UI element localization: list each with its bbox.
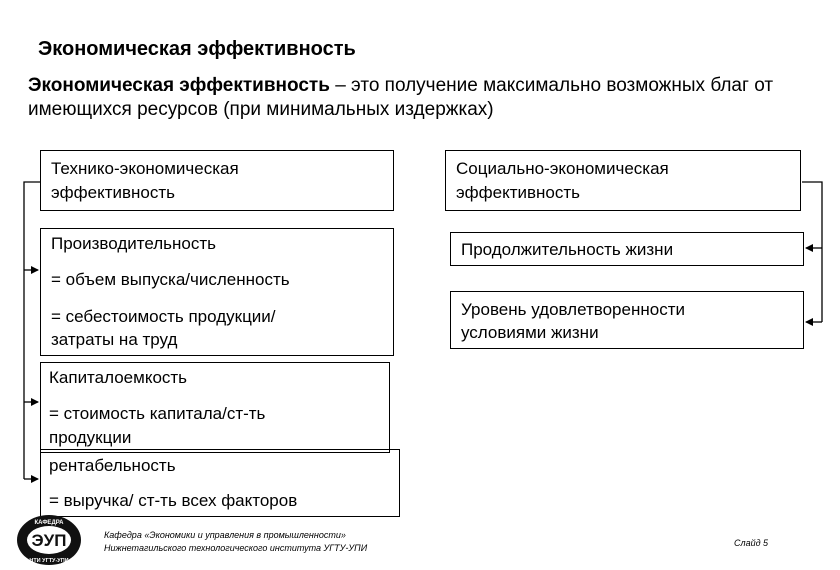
social-economic-box (445, 150, 801, 211)
right-bracket-line (802, 182, 822, 322)
left-bracket-line (24, 182, 40, 479)
technical-economic-box (40, 150, 394, 211)
logo-top-text: КАФЕДРА (34, 520, 64, 526)
definition-term: Экономическая эффективность (28, 75, 330, 96)
living-conditions-box (450, 291, 804, 349)
capital-intensity-box (40, 362, 390, 453)
slide-title: Экономическая эффективность (38, 38, 356, 60)
technical-economic-line-1: Технико-экономическая (51, 159, 239, 178)
life-expectancy-label: Продолжительность жизни (461, 240, 674, 259)
logo-center-text: ЭУП (31, 531, 67, 550)
profitability-title: рентабельность (49, 456, 176, 475)
technical-economic-line-2: эффективность (51, 183, 176, 202)
profitability-formula: = выручка/ ст-ть всех факторов (49, 491, 298, 510)
footer-department-line-2: Нижнетагильского технологического института УГТУ-УПИ (104, 543, 368, 553)
life-expectancy-box (450, 232, 804, 266)
department-logo (16, 514, 82, 566)
profitability-box (40, 449, 400, 517)
footer-department-line-1: Кафедра «Экономики и управления в промышленности» (104, 530, 346, 540)
productivity-formula-2-line-2: затраты на труд (51, 330, 178, 349)
living-conditions-line-2: условиями жизни (461, 323, 599, 342)
living-conditions-line-1: Уровень удовлетворенности (461, 300, 685, 319)
logo-bottom-text: НТИ УГТУ-УПИ (29, 558, 69, 564)
capital-intensity-formula-line-2: продукции (49, 428, 132, 447)
productivity-title: Производительность (51, 234, 217, 253)
productivity-formula-2-line-1: = себестоимость продукции/ (51, 307, 276, 326)
slide-number: Слайд 5 (734, 538, 769, 548)
productivity-formula-1: = объем выпуска/численность (51, 270, 290, 289)
capital-intensity-formula-line-1: = стоимость капитала/ст-ть (49, 404, 266, 423)
capital-intensity-title: Капиталоемкость (49, 368, 188, 387)
definition-paragraph (28, 74, 818, 122)
social-economic-line-2: эффективность (456, 183, 581, 202)
social-economic-line-1: Социально-экономическая (456, 159, 669, 178)
productivity-box (40, 228, 394, 356)
definition-text: – это получение максимально возможных благ от имеющихся ресурсов (при минимальных издержках) (28, 75, 774, 120)
